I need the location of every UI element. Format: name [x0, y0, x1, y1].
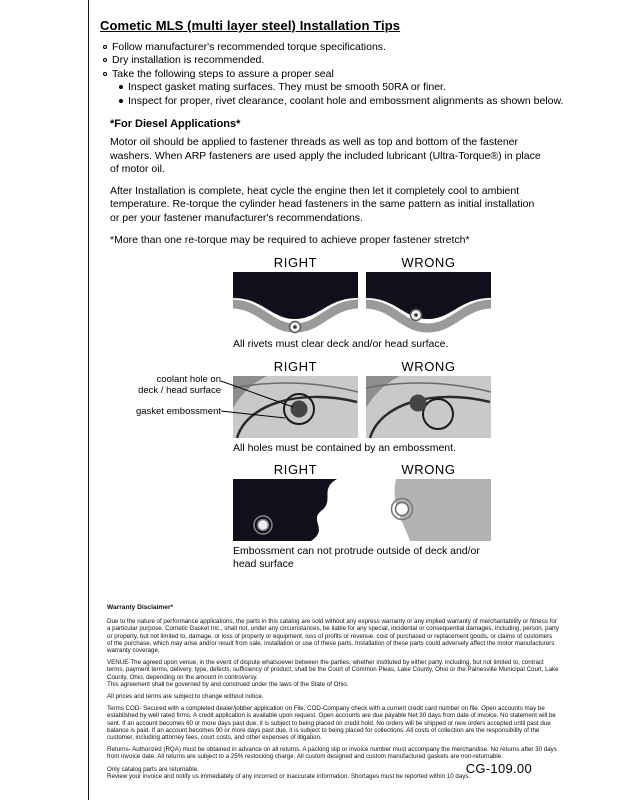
- coolant-hole-label-line1: coolant hole on: [156, 373, 221, 385]
- open-bullet-icon: [103, 45, 107, 49]
- diagram-row-holes: [135, 358, 491, 455]
- diagram-row-rivets: [233, 255, 491, 351]
- disclaimer-paragraph: All prices and terms are subject to change without notice.: [107, 693, 264, 701]
- filled-bullet-icon: [119, 99, 123, 103]
- list-item: [100, 41, 564, 54]
- embossment-right-diagram: [233, 479, 358, 541]
- coolant-hole-label: [121, 374, 221, 396]
- rivet-wrong-diagram: [366, 272, 491, 334]
- diagram-images: [233, 376, 491, 438]
- diagram-caption: All rivets must clear deck and/or head surface.: [233, 338, 449, 351]
- wrong-label: WRONG: [401, 255, 456, 271]
- diagram-images: [233, 272, 491, 334]
- disclaimer-paragraph: Terms COD- Secured with a completed dealer/jobber application on File, COD-Company check with a current credit card number on file. Open accounts may be established by well rated firms. A credit application is available upon request. Open accounts are due payable Net 30 days from date of invoice. No statement will be sent. If an account becomes 60 or more days past due, it is subject to being placed on credit hold. No orders will be shipped or new orders accepted until past due balance is paid. If an account becomes 90 or more days past due, it is subject to being placed for collections. All costs of collection are the responsibility of the customer, including attorney fees, court costs, and other expenses of litigation.: [107, 705, 556, 742]
- diagram-headers: [233, 359, 491, 374]
- gasket-embossment-label: gasket embossment: [135, 405, 221, 417]
- disclaimer-paragraph: Review your invoice and notify us immediately of any incorrect or inaccurate information. Shortages must be reported within 10 days.: [107, 772, 471, 780]
- disclaimer-paragraph: VENUE-The agreed upon venue, in the event of dispute whatsoever between the parties, whether instituted by either party, including, but not limited to, contract terms, payment terms, delivery, type, defects, sufficiency of product, shall be the Court of Common Pleas, Lake County, Ohio or the Painesville Municipal Court, Lake County, Ohio, depending on the amount in controversy.: [107, 659, 559, 681]
- diagram-headers: [233, 462, 491, 477]
- retorque-note: *More than one re-torque may be required to achieve proper fastener stretch*: [110, 234, 470, 247]
- tip-text: Dry installation is recommended.: [112, 54, 265, 67]
- tip-text: Follow manufacturer's recommended torque specifications.: [112, 41, 386, 53]
- wrong-label: WRONG: [401, 358, 456, 374]
- disclaimer-paragraph: Only catalog parts are returnable.: [107, 765, 199, 773]
- right-label: RIGHT: [273, 255, 318, 271]
- coolant-right-diagram: [233, 376, 358, 438]
- warranty-disclaimer-heading: Warranty Disclaimer*: [107, 604, 174, 612]
- diesel-paragraph: After Installation is complete, heat cycle the engine then let it completely cool to ambient temperature. Re-torque the cylinder head fasteners in the same pattern as initial installation or per your fastener manufacturer's recommendations.: [110, 184, 535, 224]
- coolant-hole-label-line2: deck / head surface: [138, 384, 221, 396]
- list-item: [100, 68, 564, 81]
- diagram-caption: Embossment can not protrude outside of deck and/or head surface: [233, 545, 480, 570]
- page-content: [100, 18, 564, 785]
- diagram-caption: All holes must be contained by an embossment.: [233, 441, 456, 454]
- right-label: RIGHT: [273, 462, 318, 478]
- embossment-wrong-diagram: [366, 479, 491, 541]
- list-item: [100, 95, 564, 108]
- tip-text: Take the following steps to assure a proper seal: [112, 67, 334, 80]
- diesel-paragraph: Motor oil should be applied to fastener threads as well as top and bottom of the fastener washers. When ARP fasteners are used apply the included lubricant (Ultra-Torque®) in place of motor oil.: [110, 136, 541, 176]
- page-code: CG-109.00: [465, 761, 532, 776]
- diesel-applications-heading: *For Diesel Applications*: [110, 118, 241, 131]
- filled-bullet-icon: [119, 85, 123, 89]
- coolant-wrong-diagram: [366, 376, 491, 438]
- diagram-headers: [233, 255, 491, 270]
- installation-tips-list: [100, 41, 564, 108]
- list-item: [100, 54, 564, 67]
- open-bullet-icon: [103, 72, 107, 76]
- right-wrong-diagrams: [135, 255, 491, 570]
- wrong-label: WRONG: [401, 462, 456, 478]
- rivet-right-diagram: [233, 272, 358, 334]
- open-bullet-icon: [103, 58, 107, 62]
- tip-text: Inspect for proper, rivet clearance, coolant hole and embossment alignments as shown below.: [128, 94, 564, 107]
- list-item: [100, 81, 564, 94]
- tip-text: Inspect gasket mating surfaces. They must be smooth 50RA or finer.: [128, 81, 446, 94]
- left-margin-rule: [88, 0, 89, 800]
- warranty-disclaimer: [107, 604, 559, 780]
- disclaimer-paragraph: This agreement shall be governed by and construed under the laws of the State of Ohio.: [107, 680, 349, 688]
- right-label: RIGHT: [273, 358, 318, 374]
- disclaimer-paragraph: Due to the nature of performance applications, the parts in this catalog are sold without any express warranty or any implied warranty of merchantability or fitness for a particular purpose. Cometic Gasket Inc., shall not, under any circumstances, be liable for any special, incidental or consequential damages, including, person, party or property, but not limited to, damage, or loss of property or equipment, loss of profits or revenue, cost of purchased or replacement goods, or claims of customers of the purchase, which may arise and/or result from sale, installation or use of these parts. Installation of these parts could adversely affect the motor manufacturers warranty coverage.: [107, 618, 559, 655]
- disclaimer-paragraph: Returns- Authorized (RQA) must be obtained in advance on all returns. A packing slip or invoice number must accompany the merchandise. No returns after 30 days from invoice date. All returns are subject to a 25% restocking charge. All custom designed and custom manufactured gaskets are non-returnable.: [107, 746, 557, 761]
- page-title: Cometic MLS (multi layer steel) Installation Tips: [100, 18, 401, 33]
- diagram-row-embossment: [233, 462, 491, 570]
- diagram-images: [233, 479, 491, 541]
